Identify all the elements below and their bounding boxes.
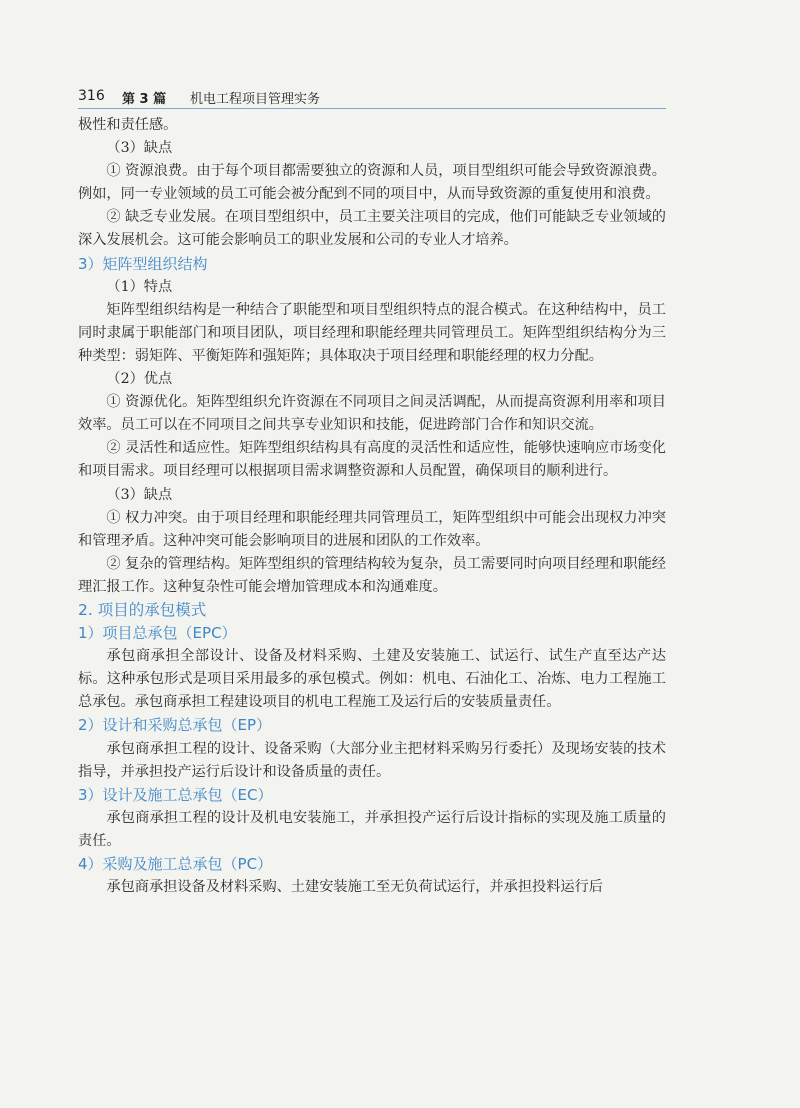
- subheading: （1）特点: [106, 278, 173, 295]
- paragraph: ① 权力冲突。由于项目经理和职能经理共同管理员工，矩阵型组织中可能会出现权力冲突和管理矛盾。这种冲突可能会影响项目的进展和团队的工作效率。: [78, 509, 666, 549]
- book-title: 机电工程项目管理实务: [190, 92, 321, 107]
- paragraph: 承包商承担设备及材料采购、土建安装施工至无负荷试运行，并承担投料运行后: [106, 879, 603, 896]
- section-heading: 1）项目总承包（EPC）: [78, 624, 237, 643]
- subheading: （2）优点: [106, 371, 173, 388]
- paragraph: 矩阵型组织结构是一种结合了职能型和项目型组织特点的混合模式。在这种结构中，员工同时隶属于职能部门和项目团队，项目经理和职能经理共同管理员工。矩阵型组织结构分为三种类型：弱矩阵、平衡矩阵和强矩阵；具体取决于项目经理和职能经理的权力分配。: [78, 301, 666, 364]
- section-heading: 2）设计和采购总承包（EP）: [78, 716, 272, 735]
- paragraph: ② 复杂的管理结构。矩阵型组织的管理结构较为复杂，员工需要同时向项目经理和职能经理汇报工作。这种复杂性可能会增加管理成本和沟通难度。: [78, 555, 666, 595]
- page-number: 316: [78, 88, 105, 104]
- page-body: [78, 114, 666, 899]
- page-header: [78, 84, 666, 109]
- paragraph: ① 资源优化。矩阵型组织允许资源在不同项目之间灵活调配，从而提高资源利用率和项目效率。员工可以在不同项目之间共享专业知识和技能，促进跨部门合作和知识交流。: [78, 394, 666, 434]
- subheading: （3）缺点: [106, 486, 173, 503]
- chapter-heading: 2. 项目的承包模式: [78, 600, 207, 619]
- part-label: 第 3 篇: [122, 92, 167, 107]
- paragraph: 承包商承担工程的设计、设备采购（大部分业主把材料采购另行委托）及现场安装的技术指导，并承担投产运行后设计和设备质量的责任。: [78, 740, 666, 780]
- paragraph: 极性和责任感。: [78, 117, 178, 133]
- section-heading: 3）矩阵型组织结构: [78, 254, 208, 273]
- section-heading: 4）采购及施工总承包（PC）: [78, 855, 273, 873]
- paragraph: 承包商承担全部设计、设备及材料采购、土建及安装施工、试运行、试生产直至达产达标。这种承包形式是项目采用最多的承包模式。例如：机电、石油化工、冶炼、电力工程施工总承包。承包商承担工程建设项目的机电工程施工及运行后的安装质量责任。: [78, 648, 666, 711]
- paragraph: ① 资源浪费。由于每个项目都需要独立的资源和人员，项目型组织可能会导致资源浪费。例如，同一专业领域的员工可能会被分配到不同的项目中，从而导致资源的重复使用和浪费。: [78, 163, 666, 203]
- paragraph: 承包商承担工程的设计及机电安装施工，并承担投产运行后设计指标的实现及施工质量的责任。: [78, 809, 666, 849]
- subheading: （3）缺点: [106, 140, 173, 157]
- paragraph: ② 灵活性和适应性。矩阵型组织结构具有高度的灵活性和适应性，能够快速响应市场变化和项目需求。项目经理可以根据项目需求调整资源和人员配置，确保项目的顺利进行。: [78, 440, 666, 480]
- paragraph: ② 缺乏专业发展。在项目型组织中，员工主要关注项目的完成，他们可能缺乏专业领域的深入发展机会。这可能会影响员工的职业发展和公司的专业人才培养。: [78, 209, 666, 249]
- section-heading: 3）设计及施工总承包（EC）: [78, 785, 273, 804]
